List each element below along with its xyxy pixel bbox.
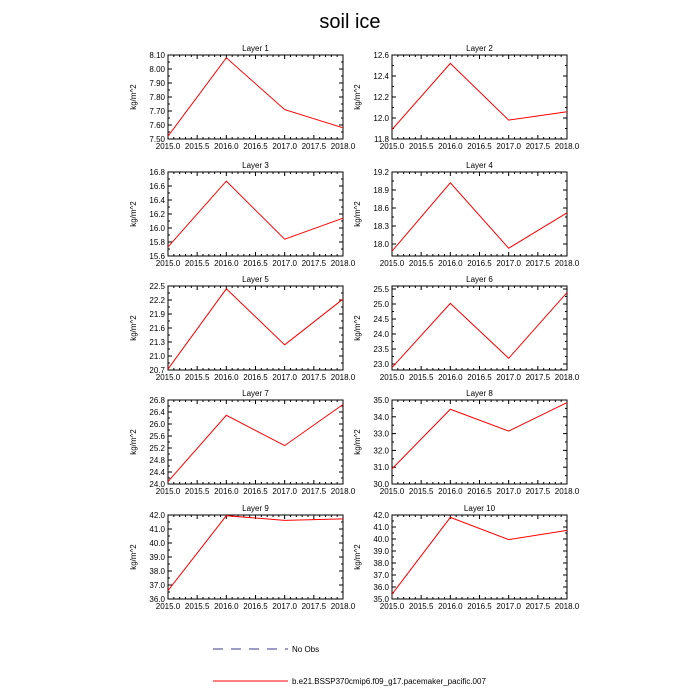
- y-axis-label: kg/m^2: [353, 429, 362, 455]
- series-line: [168, 289, 343, 369]
- y-tick-label: 26.4: [149, 408, 165, 417]
- legend-obs-label: No Obs: [292, 645, 320, 654]
- panel-5: [129, 275, 356, 382]
- y-tick-label: 31.0: [373, 463, 389, 473]
- y-tick-label: 33.0: [373, 429, 389, 439]
- y-tick-label: 19.2: [373, 168, 389, 177]
- y-tick-label: 24.0: [373, 330, 389, 339]
- series-line: [392, 403, 567, 469]
- y-tick-label: 8.00: [149, 65, 165, 74]
- x-tick-label: 2017.0: [272, 142, 297, 151]
- panel-title: Layer 4: [466, 161, 493, 170]
- x-tick-label: 2015.0: [155, 602, 181, 611]
- y-tick-label: 21.3: [149, 338, 165, 347]
- y-tick-label: 25.0: [373, 300, 389, 309]
- x-tick-label: 2016.5: [467, 142, 492, 151]
- x-tick-label: 2017.5: [301, 373, 327, 382]
- y-tick-label: 41.0: [373, 523, 389, 532]
- panel-10: [353, 504, 580, 611]
- y-tick-label: 36.0: [149, 595, 165, 604]
- y-tick-label: 26.0: [149, 420, 165, 429]
- x-tick-label: 2018.0: [554, 602, 580, 611]
- y-tick-label: 16.0: [149, 224, 165, 233]
- series-line: [168, 181, 343, 247]
- series-line: [392, 63, 567, 129]
- y-tick-label: 15.6: [149, 252, 165, 261]
- x-tick-label: 2015.5: [408, 602, 434, 611]
- y-tick-label: 26.8: [149, 396, 165, 405]
- x-tick-label: 2015.0: [379, 142, 405, 151]
- y-tick-label: 8.10: [149, 51, 165, 60]
- x-tick-label: 2017.0: [496, 487, 521, 496]
- y-tick-label: 11.8: [374, 135, 389, 144]
- y-tick-label: 34.0: [373, 412, 389, 422]
- plot-frame: [168, 55, 343, 139]
- y-tick-label: 25.6: [149, 432, 165, 441]
- y-tick-label: 24.8: [149, 456, 165, 465]
- x-tick-label: 2016.5: [243, 602, 268, 611]
- y-tick-label: 37.0: [373, 571, 389, 580]
- y-tick-label: 12.2: [373, 93, 389, 102]
- x-tick-label: 2015.0: [155, 259, 181, 268]
- x-tick-label: 2016.5: [467, 602, 492, 611]
- x-tick-label: 2017.5: [301, 602, 327, 611]
- y-tick-label: 24.4: [149, 468, 165, 477]
- panel-title: Layer 7: [242, 389, 269, 398]
- y-tick-label: 21.0: [149, 352, 165, 361]
- x-tick-label: 2016.0: [214, 373, 239, 382]
- y-tick-label: 22.5: [149, 282, 165, 291]
- y-axis-label: kg/m^2: [129, 201, 138, 227]
- x-tick-label: 2015.5: [184, 259, 210, 268]
- x-tick-label: 2016.0: [214, 487, 239, 496]
- y-tick-label: 7.60: [149, 121, 165, 130]
- panel-title: Layer 1: [242, 44, 269, 53]
- x-tick-label: 2018.0: [554, 259, 580, 268]
- x-tick-label: 2018.0: [554, 142, 580, 151]
- x-tick-label: 2015.0: [155, 487, 181, 496]
- x-tick-label: 2016.0: [214, 602, 239, 611]
- y-tick-label: 39.0: [373, 547, 389, 556]
- y-axis-label: kg/m^2: [353, 84, 362, 110]
- y-tick-label: 35.0: [373, 396, 389, 405]
- y-tick-label: 40.0: [149, 539, 165, 548]
- y-axis-label: kg/m^2: [129, 544, 138, 570]
- y-tick-label: 18.6: [373, 204, 389, 213]
- y-tick-label: 18.0: [373, 240, 389, 249]
- y-tick-label: 16.6: [149, 182, 165, 191]
- x-tick-label: 2017.0: [496, 602, 521, 611]
- x-tick-label: 2015.5: [408, 259, 434, 268]
- plot-frame: [392, 515, 567, 599]
- x-tick-label: 2017.5: [301, 487, 327, 496]
- x-tick-label: 2017.5: [525, 142, 551, 151]
- y-axis-label: kg/m^2: [129, 429, 138, 455]
- y-tick-label: 25.5: [373, 285, 389, 294]
- x-tick-label: 2017.0: [272, 259, 297, 268]
- x-tick-label: 2016.0: [438, 487, 463, 496]
- x-tick-label: 2016.0: [438, 259, 463, 268]
- x-tick-label: 2016.5: [467, 373, 492, 382]
- x-tick-label: 2016.5: [243, 487, 268, 496]
- x-tick-label: 2017.0: [496, 142, 521, 151]
- y-tick-label: 12.0: [373, 114, 389, 123]
- y-tick-label: 15.8: [149, 238, 165, 247]
- y-tick-label: 18.3: [373, 222, 389, 231]
- y-tick-label: 22.2: [149, 296, 165, 305]
- y-tick-label: 7.80: [149, 93, 165, 102]
- panel-8: [353, 389, 580, 496]
- y-tick-label: 21.6: [149, 324, 165, 333]
- x-tick-label: 2015.5: [408, 487, 434, 496]
- panel-4: [353, 161, 580, 268]
- y-tick-label: 24.5: [373, 315, 389, 324]
- y-tick-label: 32.0: [373, 446, 389, 456]
- y-tick-label: 23.0: [373, 360, 389, 369]
- plot-frame: [392, 172, 567, 256]
- panel-3: [129, 161, 356, 268]
- legend-model-label: b.e21.BSSP370cmip6.f09_g17.pacemaker_pacific.007: [292, 677, 486, 686]
- plot-frame: [392, 55, 567, 139]
- series-line: [168, 58, 343, 136]
- x-tick-label: 2017.5: [301, 259, 327, 268]
- x-tick-label: 2018.0: [330, 602, 356, 611]
- y-tick-label: 7.70: [149, 107, 165, 116]
- x-tick-label: 2017.5: [525, 259, 551, 268]
- plot-frame: [168, 172, 343, 256]
- panel-title: Layer 2: [466, 44, 493, 53]
- y-tick-label: 30.0: [373, 480, 389, 489]
- x-tick-label: 2015.5: [184, 487, 210, 496]
- panel-title: Layer 10: [463, 504, 496, 513]
- y-axis-label: kg/m^2: [129, 315, 138, 341]
- y-tick-label: 16.4: [149, 196, 165, 205]
- x-tick-label: 2015.0: [379, 373, 405, 382]
- x-tick-label: 2015.5: [408, 142, 434, 151]
- y-tick-label: 38.0: [149, 567, 165, 576]
- y-tick-label: 24.0: [149, 480, 165, 489]
- x-tick-label: 2016.5: [243, 373, 268, 382]
- y-tick-label: 36.0: [373, 583, 389, 592]
- y-tick-label: 12.4: [373, 72, 389, 81]
- panel-9: [129, 504, 356, 611]
- x-tick-label: 2017.0: [272, 373, 297, 382]
- panel-1: [129, 44, 356, 151]
- series-line: [392, 517, 567, 594]
- panel-title: Layer 8: [466, 389, 493, 398]
- panels-grid: [129, 44, 580, 611]
- x-tick-label: 2015.5: [184, 602, 210, 611]
- x-tick-label: 2018.0: [330, 142, 356, 151]
- x-tick-label: 2016.0: [438, 373, 463, 382]
- x-tick-label: 2017.0: [272, 487, 297, 496]
- legend: [213, 645, 486, 686]
- x-tick-label: 2018.0: [330, 487, 356, 496]
- x-tick-label: 2016.0: [214, 259, 239, 268]
- y-tick-label: 41.0: [149, 525, 165, 534]
- series-line: [392, 183, 567, 251]
- x-tick-label: 2016.5: [467, 487, 492, 496]
- y-tick-label: 35.0: [373, 595, 389, 604]
- panel-2: [353, 44, 580, 151]
- x-tick-label: 2017.0: [272, 602, 297, 611]
- x-tick-label: 2015.0: [379, 259, 405, 268]
- series-line: [168, 405, 343, 482]
- plot-frame: [392, 286, 567, 370]
- x-tick-label: 2015.0: [379, 487, 405, 496]
- x-tick-label: 2015.5: [408, 373, 434, 382]
- plot-frame: [168, 400, 343, 484]
- figure-title: soil ice: [319, 11, 381, 33]
- y-tick-label: 42.0: [373, 511, 389, 520]
- panel-6: [353, 275, 580, 382]
- x-tick-label: 2015.5: [184, 373, 210, 382]
- y-tick-label: 12.6: [373, 51, 389, 60]
- x-tick-label: 2017.0: [496, 259, 521, 268]
- x-tick-label: 2017.5: [301, 142, 327, 151]
- y-tick-label: 16.8: [149, 168, 165, 177]
- x-tick-label: 2017.0: [496, 373, 521, 382]
- y-tick-label: 20.7: [149, 366, 165, 375]
- series-line: [168, 516, 343, 591]
- panel-7: [129, 389, 356, 496]
- x-tick-label: 2017.5: [525, 487, 551, 496]
- x-tick-label: 2018.0: [554, 487, 580, 496]
- y-tick-label: 7.90: [149, 79, 165, 88]
- y-tick-label: 23.5: [373, 345, 389, 354]
- x-tick-label: 2015.0: [379, 602, 405, 611]
- y-tick-label: 7.50: [149, 135, 165, 144]
- x-tick-label: 2015.5: [184, 142, 210, 151]
- panel-title: Layer 5: [242, 275, 269, 284]
- y-axis-label: kg/m^2: [353, 201, 362, 227]
- y-tick-label: 18.9: [373, 186, 389, 195]
- x-tick-label: 2015.0: [155, 142, 181, 151]
- x-tick-label: 2016.5: [243, 259, 268, 268]
- x-tick-label: 2016.5: [467, 259, 492, 268]
- x-tick-label: 2017.5: [525, 602, 551, 611]
- x-tick-label: 2016.0: [438, 602, 463, 611]
- x-tick-label: 2016.0: [438, 142, 463, 151]
- y-tick-label: 40.0: [373, 535, 389, 544]
- plot-frame: [168, 286, 343, 370]
- y-axis-label: kg/m^2: [353, 315, 362, 341]
- x-tick-label: 2018.0: [330, 259, 356, 268]
- series-line: [392, 293, 567, 368]
- x-tick-label: 2017.5: [525, 373, 551, 382]
- x-tick-label: 2016.5: [243, 142, 268, 151]
- y-tick-label: 38.0: [373, 559, 389, 568]
- panel-title: Layer 3: [242, 161, 269, 170]
- y-tick-label: 21.9: [149, 310, 165, 319]
- y-tick-label: 42.0: [149, 511, 165, 520]
- x-tick-label: 2015.0: [155, 373, 181, 382]
- y-axis-label: kg/m^2: [129, 84, 138, 110]
- x-tick-label: 2016.0: [214, 142, 239, 151]
- y-tick-label: 16.2: [149, 210, 165, 219]
- y-tick-label: 37.0: [149, 581, 165, 590]
- x-tick-label: 2018.0: [554, 373, 580, 382]
- y-tick-label: 25.2: [149, 444, 165, 453]
- y-axis-label: kg/m^2: [353, 544, 362, 570]
- y-tick-label: 39.0: [149, 553, 165, 562]
- panel-title: Layer 9: [242, 504, 269, 513]
- x-tick-label: 2018.0: [330, 373, 356, 382]
- panel-title: Layer 6: [466, 275, 493, 284]
